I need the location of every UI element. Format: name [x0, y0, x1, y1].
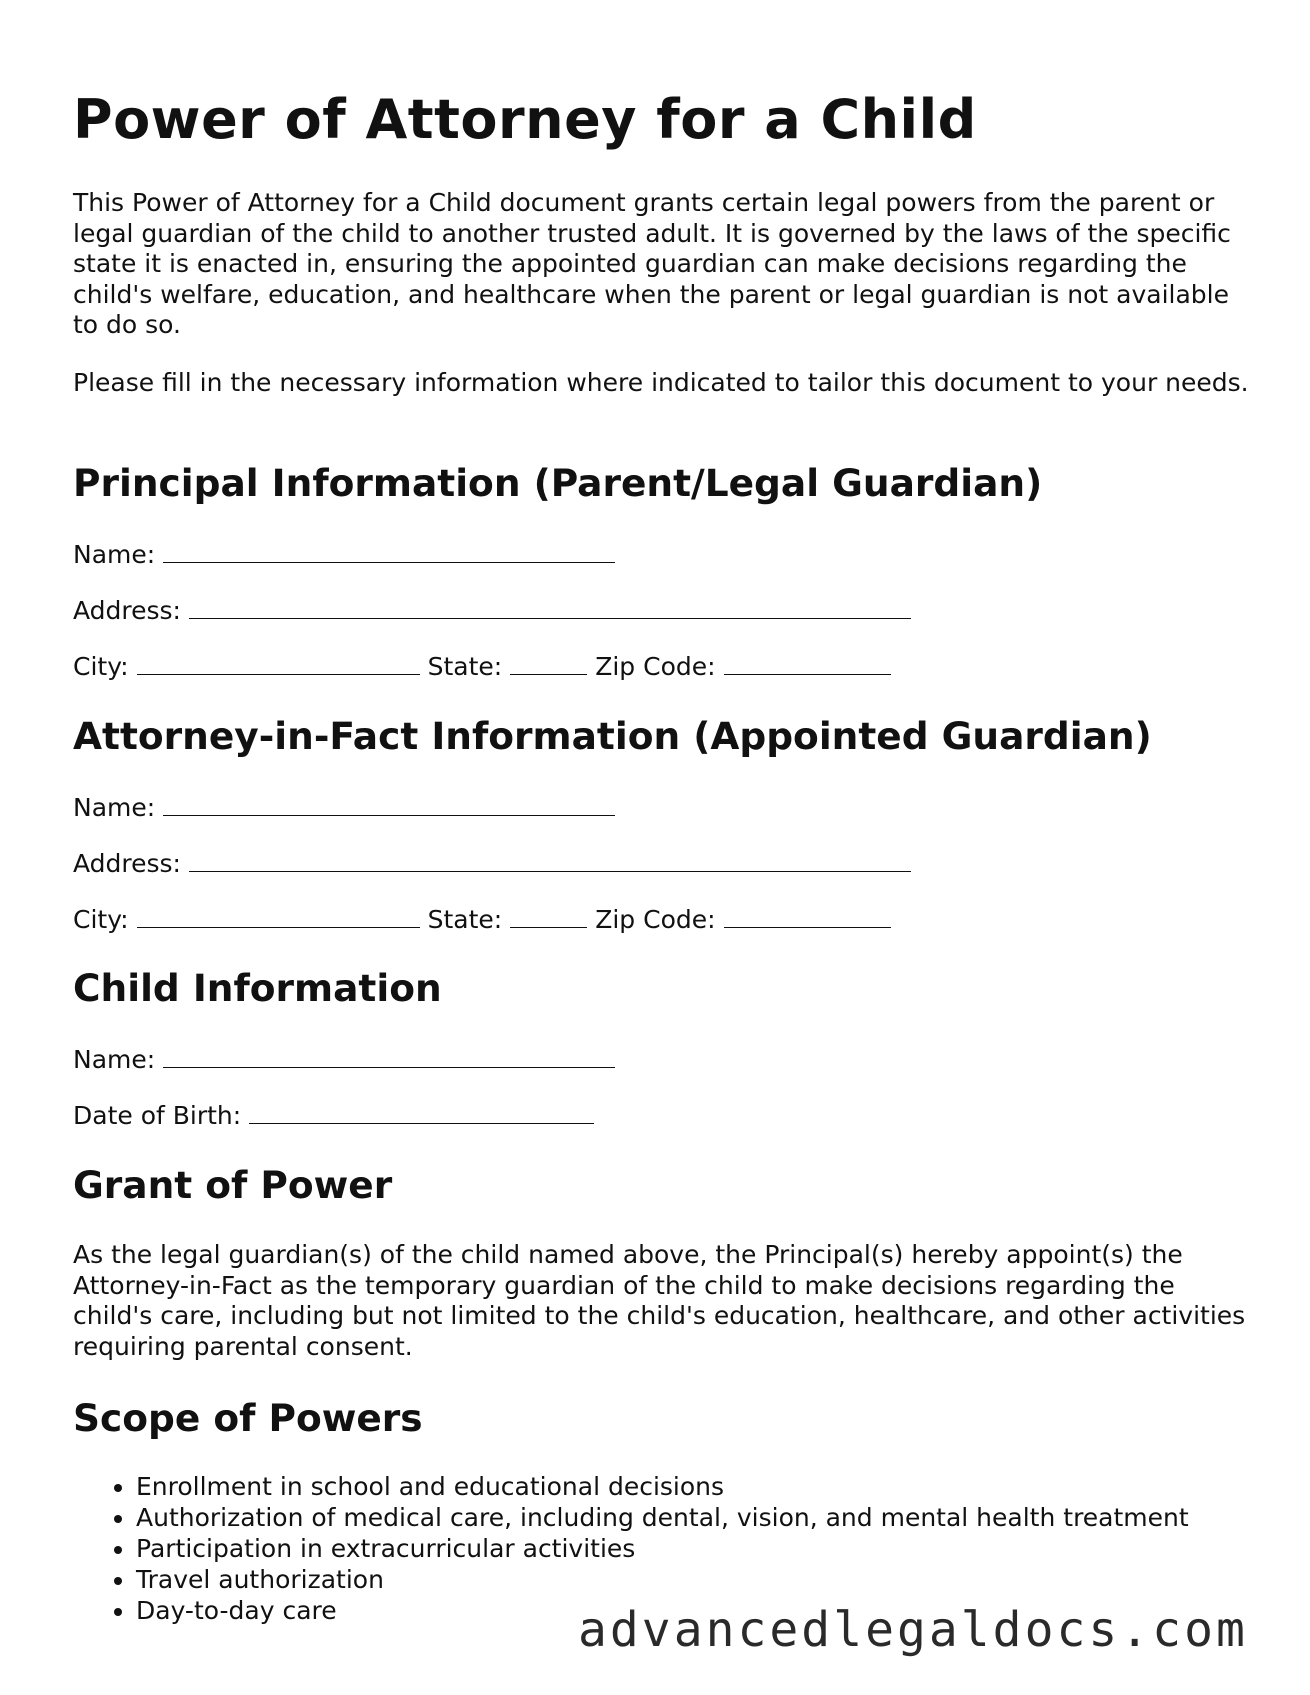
scope-list-item: • Day-to-day care	[136, 1595, 1189, 1626]
principal-state-label: State:	[427, 652, 503, 681]
scope-heading: Scope of Powers	[73, 1396, 423, 1440]
attorney-address-field[interactable]	[73, 849, 911, 879]
attorney-city-state-zip-row	[73, 905, 891, 935]
scope-list-item: • Authorization of medical care, including dental, vision, and mental health treatment	[136, 1502, 1189, 1533]
principal-name-blank[interactable]	[163, 540, 615, 563]
attorney-zip-blank[interactable]	[724, 905, 891, 928]
instructions-paragraph: Please fill in the necessary information where indicated to tailor this document to your needs.	[73, 368, 1249, 397]
attorney-state-blank[interactable]	[510, 905, 587, 928]
attorney-state-label: State:	[427, 905, 503, 934]
intro-paragraph: This Power of Attorney for a Child document grants certain legal powers from the parent or legal guardian of the child to another trusted adult. It is governed by the laws of the specific state it is enacted in, ensuring the appointed guardian can make decisions regarding the child's welfare, education, and healthcare when the parent or legal guardian is not available to do so.	[73, 188, 1231, 339]
child-name-label: Name:	[73, 1045, 156, 1074]
principal-city-label: City:	[73, 652, 129, 681]
principal-city-blank[interactable]	[137, 652, 420, 675]
child-dob-field[interactable]	[73, 1101, 594, 1131]
attorney-name-blank[interactable]	[163, 793, 615, 816]
grant-heading: Grant of Power	[73, 1163, 393, 1207]
principal-address-field[interactable]	[73, 596, 911, 626]
principal-name-field[interactable]	[73, 540, 615, 570]
principal-address-blank[interactable]	[189, 596, 911, 619]
attorney-city-blank[interactable]	[137, 905, 420, 928]
document-title: Power of Attorney for a Child	[73, 88, 977, 151]
child-name-blank[interactable]	[163, 1045, 615, 1068]
child-heading: Child Information	[73, 966, 442, 1010]
attorney-zip-label: Zip Code:	[595, 905, 716, 934]
child-dob-blank[interactable]	[249, 1101, 594, 1124]
child-name-field[interactable]	[73, 1045, 615, 1075]
scope-list-item: • Enrollment in school and educational decisions	[136, 1471, 1189, 1502]
watermark: advancedlegaldocs.com	[578, 1602, 1248, 1658]
principal-state-blank[interactable]	[510, 652, 587, 675]
attorney-heading: Attorney-in-Fact Information (Appointed Guardian)	[73, 714, 1152, 758]
principal-address-label: Address:	[73, 596, 181, 625]
principal-name-label: Name:	[73, 540, 156, 569]
child-dob-label: Date of Birth:	[73, 1101, 242, 1130]
scope-list-item: • Travel authorization	[136, 1564, 1189, 1595]
principal-city-state-zip-row	[73, 652, 891, 682]
principal-zip-blank[interactable]	[724, 652, 891, 675]
scope-list-item: • Participation in extracurricular activities	[136, 1533, 1189, 1564]
attorney-city-label: City:	[73, 905, 129, 934]
attorney-address-label: Address:	[73, 849, 181, 878]
attorney-name-field[interactable]	[73, 793, 615, 823]
attorney-address-blank[interactable]	[189, 849, 911, 872]
grant-paragraph: As the legal guardian(s) of the child named above, the Principal(s) hereby appoint(s) the Attorney-in-Fact as the temporary guardian of the child to make decisions regarding the child's care, including but not limited to the child's education, healthcare, and other activities requiring parental consent.	[73, 1240, 1246, 1361]
principal-heading: Principal Information (Parent/Legal Guardian)	[73, 461, 1043, 505]
attorney-name-label: Name:	[73, 793, 156, 822]
principal-zip-label: Zip Code:	[595, 652, 716, 681]
